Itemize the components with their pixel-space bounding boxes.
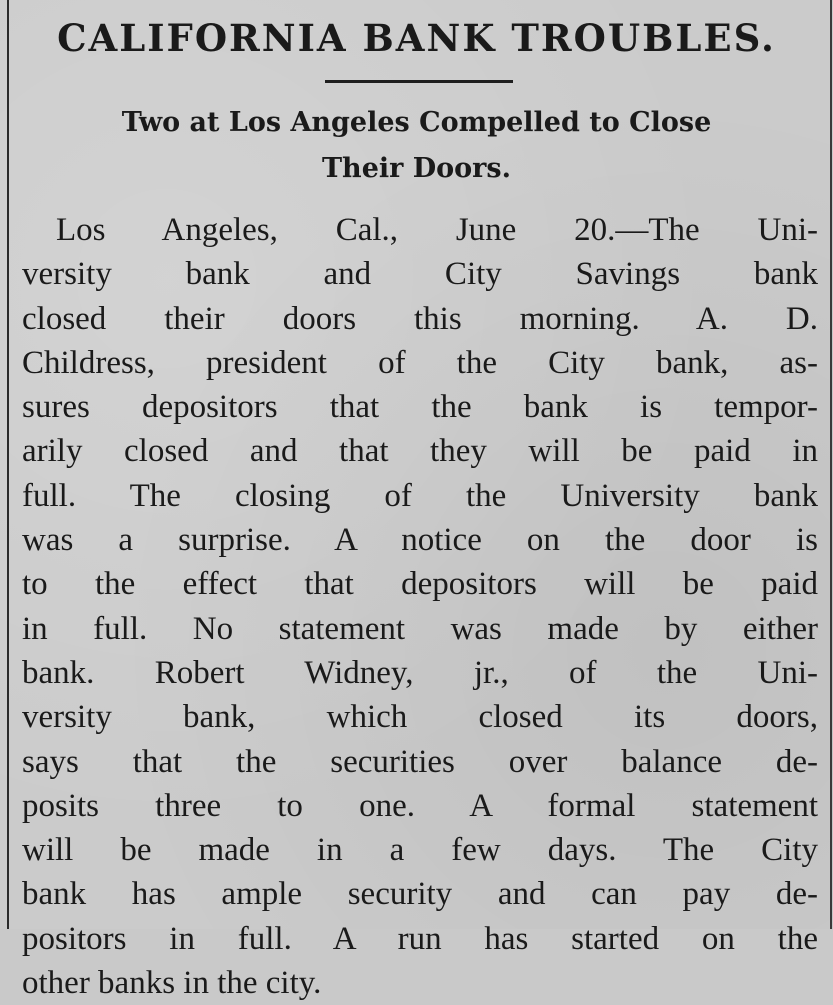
body-line: positors in full. A run has started on the [22,920,818,957]
body-line: says that the securities over balance de- [22,743,818,780]
article-body [22,208,818,1005]
body-line: bank. Robert Widney, jr., of the Uni- [22,654,818,691]
headline: CALIFORNIA BANK TROUBLES. [57,16,776,60]
body-line: sures depositors that the bank is tempor- [22,389,818,426]
body-line: versity bank, which closed its doors, [22,699,818,736]
body-line: closed their doors this morning. A. D. [22,300,818,337]
subheadline [20,100,813,192]
headline-rule [325,80,513,83]
body-line: to the effect that depositors will be paid [22,566,818,603]
body-line: full. The closing of the University bank [22,477,818,514]
body-line: other banks in the city. [22,965,322,1002]
column-rule-right [830,0,832,929]
body-line: bank has ample security and can pay de- [22,876,818,913]
body-line: versity bank and City Savings bank [22,256,818,293]
body-line: was a surprise. A notice on the door is [22,522,818,559]
body-line: will be made in a few days. The City [22,832,818,869]
subheadline-line-2: Their Doors. [321,153,512,184]
body-line: arily closed and that they will be paid in [22,433,818,470]
body-line: in full. No statement was made by either [22,610,818,647]
body-line: posits three to one. A formal statement [22,787,818,824]
subheadline-line-1: Two at Los Angeles Compelled to Close [121,107,712,138]
column-rule-left [7,0,9,929]
body-line: Los Angeles, Cal., June 20.—The Uni- [56,212,818,248]
body-line: Childress, president of the City bank, as- [22,344,818,381]
